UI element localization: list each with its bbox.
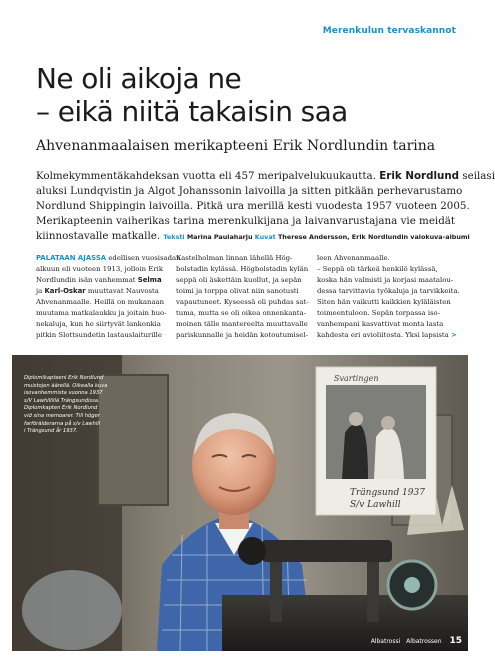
body-line: muutama matkalaukku ja joitain huo-: [36, 309, 167, 317]
caption-line-sv: Diplomkapten Erik Nordlund: [24, 405, 98, 412]
kicker: PALATAAN AJASSA: [36, 254, 107, 262]
old-photo-top-text: Svartingen: [334, 374, 379, 383]
body-text: ja: [36, 287, 43, 295]
section-tag: Merenkulun tervaskannot: [322, 26, 456, 36]
body-text: Nordlundin isän vanhemmat: [36, 276, 136, 284]
body-line: Kastelholman linnan lähellä Hög-: [176, 254, 293, 262]
body-line: koska hän valmisti ja korjasi maatalou-: [317, 276, 454, 284]
page-number: 15: [449, 636, 462, 646]
person-name: Karl-Oskar: [44, 287, 86, 295]
body-column-2: [176, 253, 312, 341]
old-photo-caption-line-2: S/v Lawhill: [350, 500, 401, 510]
headline: [36, 62, 466, 128]
body-line: vanhempani kasvattivat monta lasta: [317, 320, 444, 328]
lede-line: Nordlund Shippingin laivoilla. Pitkä ura merillä kesti vuodesta 1957 vuoteen 2005.: [36, 200, 470, 213]
body-line: toimi ja torppa olivat niin sanotusti: [176, 287, 299, 295]
lede-text: kiinnostavalle matkalle.: [36, 230, 161, 243]
body-line: – Seppä oli tärkeä henkilö kylässä,: [317, 265, 438, 273]
body-line: tuma, mutta se oli oikea onnenkanta-: [176, 309, 306, 317]
continue-arrow-icon: >: [451, 331, 457, 339]
body-column-3: [317, 253, 460, 341]
caption-line-fi: Diplomikapteeni Erik Nordlund: [24, 375, 104, 381]
magazine-name-fi: Albatrossi: [370, 638, 401, 645]
body-line: Ahvenanmaalle. Heillä on mukanaan: [36, 298, 165, 306]
body-line: moinen tälle mantereelta muuttavalle: [176, 320, 308, 328]
subheadline: Ahvenanmaalaisen merikapteeni Erik Nordlundin tarina: [36, 138, 436, 154]
caption-line-fi: s/V Lawhillillä Trängsundissa.: [24, 397, 100, 404]
lede-line: [36, 229, 470, 245]
photo-caption: [24, 375, 116, 436]
lede-line: [36, 169, 495, 184]
headline-line-1: Ne oli aikoja ne: [36, 62, 242, 95]
body-text: muuttavat Nauvosta: [87, 287, 159, 295]
person-name: Selma: [137, 276, 162, 284]
page-folio: [367, 636, 462, 646]
body-line: [36, 286, 172, 297]
photo-credit-author: Therese Andersson, Erik Nordlundin valokuva-albumi: [277, 233, 470, 242]
old-photograph: [316, 367, 436, 515]
lede-text: seilasi: [462, 170, 495, 182]
magazine-name-sv: Albatrossen: [406, 638, 442, 645]
text-credit-author: Marina Paulaharju: [186, 233, 253, 242]
body-column-1: [36, 253, 181, 341]
caption-line-sv: i Trängsund år 1937.: [24, 428, 78, 435]
body-line: [36, 253, 181, 264]
body-line: [36, 275, 172, 286]
photo-credit-label: Kuvat: [254, 233, 276, 242]
body-line: pariskunnalle ja heidän kotoutumisel-: [176, 331, 308, 339]
body-line: Siten hän vaikutti kaikkien kyläläisten: [317, 298, 451, 306]
credits: [163, 233, 469, 241]
person-name: Erik Nordlund: [379, 170, 460, 182]
caption-line-sv: vid sina memoarer. Till höger: [24, 412, 100, 419]
caption-line-fi: muistojen äärellä. Oikealla kuva: [24, 382, 108, 389]
body-line: bolstadin kylässä. Högbolstadin kylän: [176, 265, 309, 273]
lede-paragraph: [36, 169, 495, 245]
body-line: leen Ahvenanmaalle.: [317, 254, 390, 262]
caption-line-sv: farförälderarna på s/v Lawhill: [24, 420, 101, 427]
body-line: seppä oli äskettäin kuollut, ja sepän: [176, 276, 302, 284]
body-line: nekaluja, kun he siirtyvät lankonkia: [36, 320, 161, 328]
caption-line-fi: isovanhemmista vuonna 1937: [24, 390, 103, 397]
lede-line: Merikapteenin vaiherikas tarina merenkulkijana ja laivanvarustajana vie meidät: [36, 215, 456, 228]
body-text: edellisen vuosisadan: [108, 254, 181, 262]
body-text: kahdesta eri avioliitosta. Yksi lapsista: [317, 331, 449, 339]
body-line: toimeentuloon. Sepän torpassa iso-: [317, 309, 441, 317]
body-line: dessa tarvittavia työkaluja ja tarvikkeita.: [317, 287, 460, 295]
body-line: vapautuneet. Kyseessä oli puhdas sat-: [176, 298, 309, 306]
headline-line-2: – eikä niitä takaisin saa: [36, 95, 348, 128]
text-credit-label: Teksti: [163, 233, 185, 242]
body-line: alkuun eli vuoteen 1913, jolloin Erik: [36, 265, 163, 273]
lede-text: Kolmekymmentäkahdeksan vuotta eli 457 meripalvelukuukautta.: [36, 170, 376, 182]
lede-line: aluksi Lundqvistin ja Algot Johanssonin laivoilla ja sitten pitkään perhevarustamo: [36, 185, 463, 198]
window-glare: [22, 570, 122, 650]
body-line: pitkin Slottsundetin lastauslaiturille: [36, 331, 162, 339]
old-photo-caption-line-1: Trängsund 1937: [350, 488, 425, 498]
body-line: [317, 330, 457, 341]
